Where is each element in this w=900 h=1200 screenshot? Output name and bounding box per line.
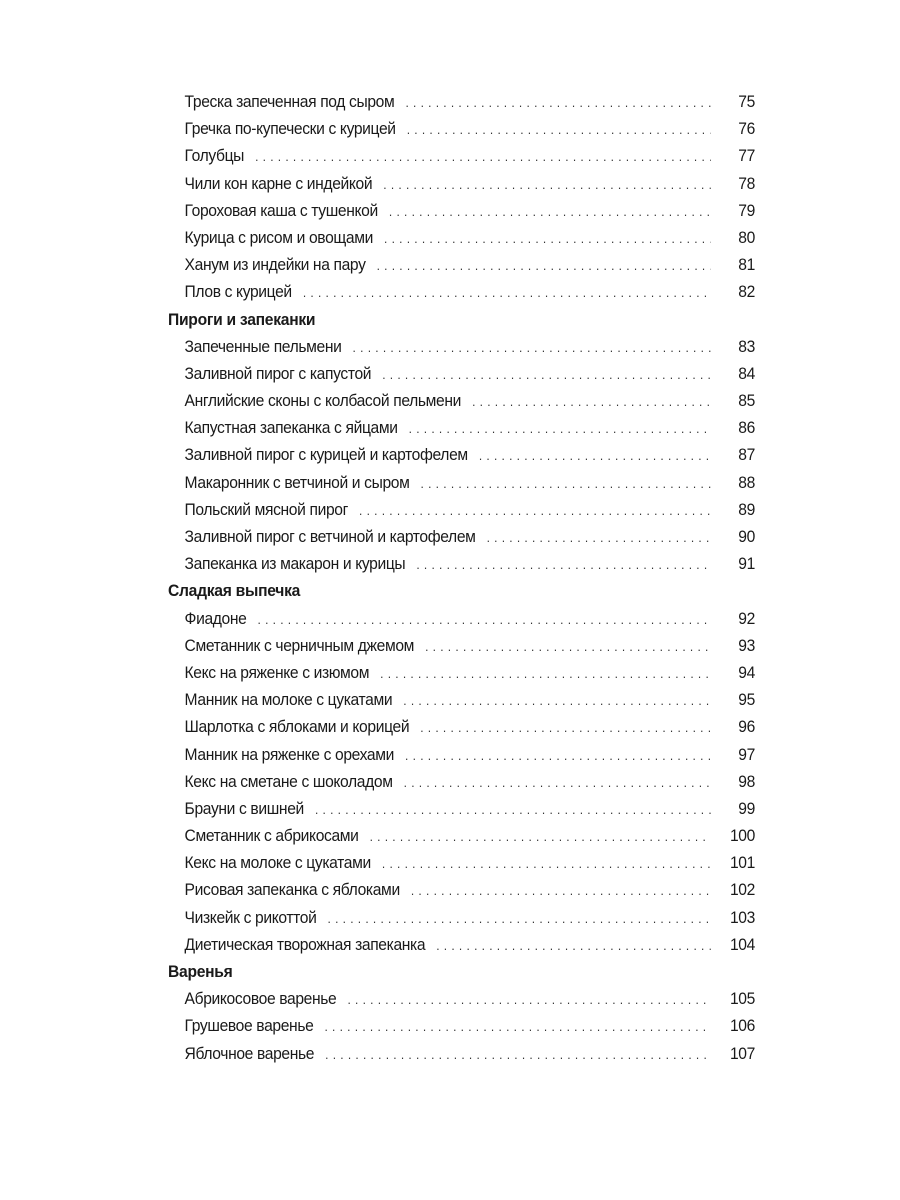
entry-page: 81 xyxy=(738,255,755,275)
entry-page: 88 xyxy=(738,472,755,492)
entry-title: Запеченные пельмени xyxy=(184,336,342,356)
toc-entry[interactable] xyxy=(168,88,755,115)
dot-leader xyxy=(347,986,710,1013)
toc-entry[interactable] xyxy=(168,849,755,876)
dot-leader xyxy=(258,606,711,633)
toc-entry[interactable] xyxy=(168,496,755,523)
entry-page: 78 xyxy=(738,173,755,193)
dot-leader xyxy=(405,89,710,116)
entry-title: Английские сконы с колбасой пельмени xyxy=(184,391,462,411)
entry-title: Грушевое варенье xyxy=(184,1016,314,1036)
entry-title: Макаронник с ветчиной и сыром xyxy=(184,472,410,492)
dot-leader xyxy=(411,877,711,904)
toc-entry[interactable] xyxy=(168,441,755,468)
toc-entry[interactable] xyxy=(168,550,755,577)
entry-title: Кекс на молоке с цукатами xyxy=(184,853,371,873)
dot-leader xyxy=(425,633,711,660)
entry-page: 86 xyxy=(738,418,755,438)
entry-title: Треска запеченная под сыром xyxy=(184,92,395,111)
entry-title: Чили кон карне с индейкой xyxy=(184,173,373,193)
entry-title: Манник на молоке с цукатами xyxy=(184,690,393,710)
toc-entry[interactable] xyxy=(168,387,755,414)
entry-page: 104 xyxy=(729,934,755,954)
entry-page: 91 xyxy=(738,554,755,574)
dot-leader xyxy=(487,524,711,551)
toc-entry[interactable] xyxy=(168,414,755,441)
toc-entry[interactable] xyxy=(168,822,755,849)
dot-leader xyxy=(384,225,711,252)
entry-page: 101 xyxy=(729,853,755,873)
dot-leader xyxy=(380,660,711,687)
dot-leader xyxy=(382,850,711,877)
entry-title: Польский мясной пирог xyxy=(184,499,348,519)
dot-leader xyxy=(416,551,710,578)
toc-entry[interactable] xyxy=(168,686,755,713)
toc-entry[interactable] xyxy=(168,360,755,387)
toc-entry[interactable] xyxy=(168,931,755,958)
toc-entry[interactable] xyxy=(168,197,755,224)
dot-leader xyxy=(382,361,711,388)
dot-leader xyxy=(472,388,711,415)
toc-entry[interactable] xyxy=(168,469,755,496)
entry-title: Яблочное варенье xyxy=(184,1043,315,1063)
dot-leader xyxy=(436,932,711,959)
toc-entry[interactable] xyxy=(168,224,755,251)
dot-leader xyxy=(377,252,711,279)
entry-page: 92 xyxy=(738,608,755,628)
entry-title: Чизкейк с рикоттой xyxy=(184,907,317,927)
entry-title: Кекс на сметане с шоколадом xyxy=(184,771,393,791)
toc-entry[interactable] xyxy=(168,170,755,197)
entry-page: 98 xyxy=(738,771,755,791)
dot-leader xyxy=(421,470,711,497)
entry-page: 106 xyxy=(729,1016,755,1036)
dot-leader xyxy=(303,279,711,306)
dot-leader xyxy=(353,334,711,361)
entry-title: Диетическая творожная запеканка xyxy=(184,934,426,954)
entry-page: 99 xyxy=(738,798,755,818)
entry-title: Заливной пирог с ветчиной и картофелем xyxy=(184,527,476,546)
toc-entry[interactable] xyxy=(168,741,755,768)
toc-entry[interactable] xyxy=(168,605,755,632)
dot-leader xyxy=(315,796,711,823)
entry-page: 80 xyxy=(738,227,755,247)
entry-page: 95 xyxy=(738,690,755,710)
entry-title: Шарлотка с яблоками и корицей xyxy=(184,717,410,737)
entry-title: Капустная запеканка с яйцами xyxy=(184,418,398,438)
entry-title: Гречка по-купечески с курицей xyxy=(184,119,396,139)
toc-entry[interactable] xyxy=(168,1012,755,1039)
section-heading[interactable]: Пироги и запеканки xyxy=(168,309,316,329)
dot-leader xyxy=(405,742,711,769)
toc-entry[interactable] xyxy=(168,1040,755,1067)
toc-entry[interactable] xyxy=(168,876,755,903)
toc-entry[interactable] xyxy=(168,142,755,169)
dot-leader xyxy=(324,1013,710,1040)
entry-title: Гороховая каша с тушенкой xyxy=(184,200,378,220)
entry-page: 75 xyxy=(738,92,755,111)
toc-entry[interactable] xyxy=(168,251,755,278)
entry-page: 96 xyxy=(738,717,755,737)
entry-page: 89 xyxy=(738,499,755,519)
entry-title: Абрикосовое варенье xyxy=(184,989,337,1009)
entry-title: Плов с курицей xyxy=(184,282,292,302)
section-heading[interactable]: Сладкая выпечка xyxy=(168,581,301,601)
entry-title: Заливной пирог с капустой xyxy=(184,363,372,383)
entry-page: 76 xyxy=(738,119,755,139)
dot-leader xyxy=(409,415,711,442)
entry-title: Ханум из индейки на пару xyxy=(184,255,366,275)
entry-page: 100 xyxy=(729,826,755,846)
dot-leader xyxy=(383,171,711,198)
entry-title: Сметанник с черничным джемом xyxy=(184,635,415,655)
entry-page: 103 xyxy=(729,907,755,927)
dot-leader xyxy=(359,497,711,524)
dot-leader xyxy=(403,687,711,714)
entry-page: 84 xyxy=(738,363,755,383)
dot-leader xyxy=(370,823,711,850)
toc-entry[interactable] xyxy=(168,632,755,659)
entry-page: 85 xyxy=(738,391,755,411)
section-heading[interactable]: Варенья xyxy=(168,962,233,981)
entry-page: 82 xyxy=(738,282,755,302)
toc-entry[interactable] xyxy=(168,768,755,795)
toc-entry[interactable] xyxy=(168,985,755,1012)
entry-title: Сметанник с абрикосами xyxy=(184,826,359,846)
entry-page: 90 xyxy=(738,527,755,546)
table-of-contents xyxy=(168,88,755,1067)
dot-leader xyxy=(420,714,711,741)
toc-entry[interactable] xyxy=(168,115,755,142)
entry-title: Манник на ряженке с орехами xyxy=(184,744,395,764)
entry-page: 77 xyxy=(738,146,755,166)
dot-leader xyxy=(407,116,711,143)
entry-page: 105 xyxy=(729,989,755,1009)
toc-entry[interactable] xyxy=(168,659,755,686)
toc-entry[interactable] xyxy=(168,278,755,305)
entry-page: 93 xyxy=(738,635,755,655)
entry-title: Запеканка из макарон и курицы xyxy=(184,554,406,574)
toc-entry[interactable] xyxy=(168,904,755,931)
dot-leader xyxy=(255,143,711,170)
entry-page: 97 xyxy=(738,744,755,764)
entry-page: 107 xyxy=(729,1043,755,1063)
entry-title: Рисовая запеканка с яблоками xyxy=(184,880,400,900)
entry-title: Брауни с вишней xyxy=(184,798,304,818)
entry-page: 102 xyxy=(729,880,755,900)
entry-title: Фиадоне xyxy=(184,608,247,628)
entry-title: Курица с рисом и овощами xyxy=(184,227,373,247)
entry-page: 79 xyxy=(738,200,755,220)
toc-entry[interactable] xyxy=(168,523,755,550)
entry-page: 83 xyxy=(738,336,755,356)
entry-title: Заливной пирог с курицей и картофелем xyxy=(184,445,468,465)
dot-leader xyxy=(404,769,711,796)
toc-entry[interactable] xyxy=(168,333,755,360)
entry-page: 87 xyxy=(738,445,755,465)
entry-title: Голубцы xyxy=(184,146,245,166)
entry-title: Кекс на ряженке с изюмом xyxy=(184,662,370,682)
toc-entry[interactable] xyxy=(168,713,755,740)
dot-leader xyxy=(389,198,711,225)
dot-leader xyxy=(328,905,711,932)
toc-entry[interactable] xyxy=(168,795,755,822)
entry-page: 94 xyxy=(738,662,755,682)
dot-leader xyxy=(325,1041,711,1068)
dot-leader xyxy=(479,442,711,469)
